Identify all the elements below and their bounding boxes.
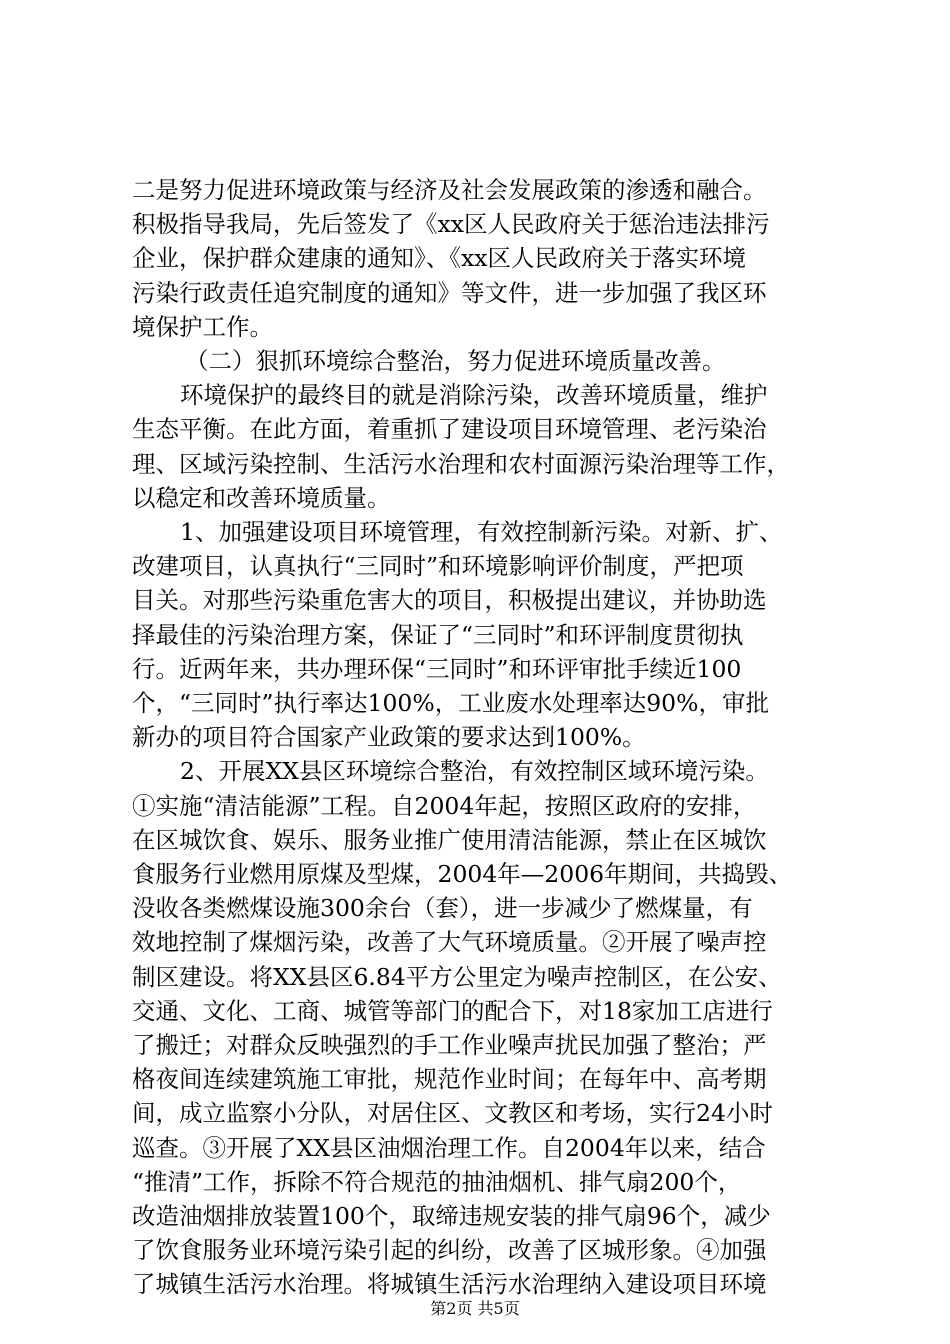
text-line: 间，成立监察小分队，对居住区、文教区和考场，实行24小时 xyxy=(132,1099,773,1128)
text-line: 企业，保护群众建康的通知》、《xx区人民政府关于落实环境 xyxy=(132,244,747,273)
text-line: 巡查。③开展了XX县区油烟治理工作。自2004年以来，结合 xyxy=(132,1133,766,1162)
text-line: 改造油烟排放装置100个，取缔违规安装的排气扇96个，减少 xyxy=(132,1202,771,1230)
text-line: 目关。对那些污染重危害大的项目，积极提出建议，并协助选 xyxy=(132,586,767,615)
text-line: 改建项目，认真执行“三同时”和环境影响评价制度，严把项 xyxy=(132,552,744,581)
text-line: 了城镇生活污水治理。将城镇生活污水治理纳入建设项目环境 xyxy=(132,1270,767,1299)
text-line: 1、加强建设项目环境管理，有效控制新污染。对新、扩、 xyxy=(180,518,783,546)
text-line: 在区城饮食、娱乐、服务业推广使用清洁能源，禁止在区城饮 xyxy=(132,825,767,854)
text-line: 择最佳的污染治理方案，保证了“三同时”和环评制度贯彻执 xyxy=(132,620,744,649)
text-line: 了饮食服务业环境污染引起的纠纷，改善了区城形象。④加强 xyxy=(132,1236,767,1265)
text-line: 没收各类燃煤设施300余台（套），进一步减少了燃煤量，有 xyxy=(132,894,753,923)
text-line: 理、区域污染控制、生活污水治理和农村面源污染治理等工作， xyxy=(132,449,790,478)
text-line: “推清”工作，拆除不符合规范的抽油烟机、排气扇200个， xyxy=(132,1167,742,1196)
text-line: 生态平衡。在此方面，着重抓了建设项目环境管理、老污染治 xyxy=(132,415,767,444)
text-line: 新办的项目符合国家产业政策的要求达到100%。 xyxy=(132,723,646,752)
text-line: 了搬迁；对群众反映强烈的手工作业噪声扰民加强了整治；严 xyxy=(132,1031,767,1059)
text-line: ①实施“清洁能源”工程。自2004年起，按照区政府的安排， xyxy=(132,791,757,820)
text-line: 效地控制了煤烟污染，改善了大气环境质量。②开展了噪声控 xyxy=(132,928,767,957)
text-line: 个，“三同时”执行率达100%，工业废水处理率达90%，审批 xyxy=(132,689,769,717)
text-line: 行。近两年来，共办理环保“三同时”和环评审批手续近100 xyxy=(132,654,742,683)
text-line: 境保护工作。 xyxy=(132,312,273,341)
text-line: 污染行政责任追究制度的通知》等文件，进一步加强了我区环 xyxy=(132,278,767,307)
text-line: 环境保护的最终目的就是消除污染，改善环境质量，维护 xyxy=(180,381,768,410)
text-line: 交通、文化、工商、城管等部门的配合下，对18家加工店进行 xyxy=(132,996,773,1025)
section-heading: （二）狠抓环境综合整治，努力促进环境质量改善。 xyxy=(185,347,726,375)
text-line: 2、开展XX县区环境综合整治，有效控制区域环境污染。 xyxy=(180,757,769,786)
text-line: 格夜间连续建筑施工审批，规范作业时间；在每年中、高考期 xyxy=(132,1065,767,1094)
text-line: 以稳定和改善环境质量。 xyxy=(132,483,391,512)
text-line: 食服务行业燃用原煤及型煤，2004年—2006年期间，共捣毁、 xyxy=(132,860,793,888)
text-line: 二是努力促进环境政策与经济及社会发展政策的渗透和融合。 xyxy=(132,176,767,204)
page-footer: 第2页 共5页 xyxy=(430,1299,520,1318)
text-line: 积极指导我局，先后签发了《xx区人民政府关于惩治违法排污 xyxy=(132,210,770,239)
text-line: 制区建设。将XX县区6.84平方公里定为噪声控制区，在公安、 xyxy=(132,962,782,991)
